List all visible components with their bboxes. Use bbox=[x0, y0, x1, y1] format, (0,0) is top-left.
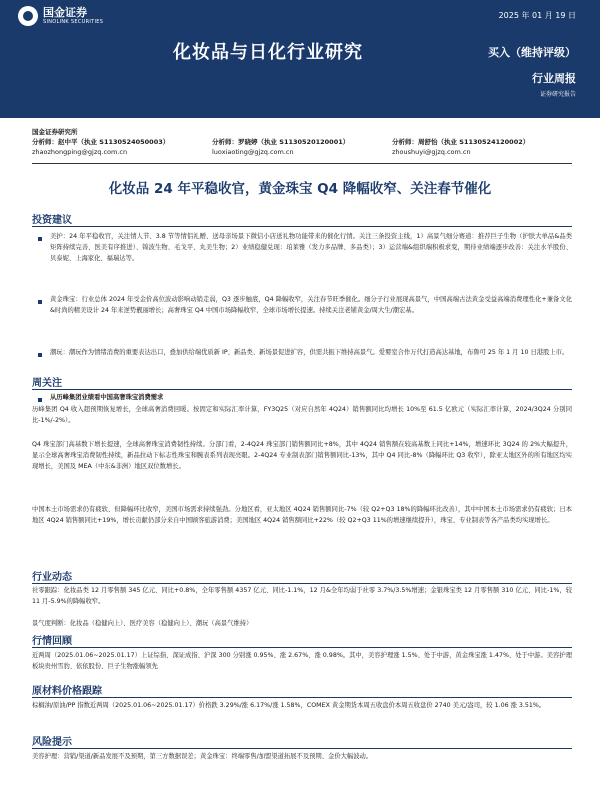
analyst-label: 分析师：罗晓婷（执业 S1130520120001） bbox=[212, 138, 350, 146]
week-paragraph: Q4 珠宝部门高基数下增长提速，全球高奢珠宝消费韧性持续。分部门看，2-4Q24 珠宝部门销售额同比+8%，其中 4Q24 销售额在较高基数上同比+14%，增速环比 3Q24 的 2%大幅提升，显示全球高奢珠宝消费韧性持续，新品拉动下标志性珠宝和腕表系列表现亮眼。2-4Q24 专业制表部门销售额同比-13%，其中 Q4 同比-8%（降幅环比 Q3 收窄），除亚太地区外的所有地区均实现增长，美国及 MEA（中东&非洲）地区双位数增长。 bbox=[32, 441, 572, 470]
section-title-dynamics: 行业动态 bbox=[32, 572, 72, 583]
analyst-block bbox=[392, 137, 529, 157]
section-divider bbox=[32, 226, 572, 227]
report-header bbox=[0, 0, 600, 118]
rating-badge: 买入（维持评级） bbox=[488, 46, 576, 59]
section-title-materials: 原材料价格跟踪 bbox=[32, 686, 102, 697]
bullet-icon bbox=[38, 398, 42, 402]
company-logo bbox=[18, 6, 103, 26]
analyst-email[interactable]: zhoushuyi@gjzq.com.cn bbox=[392, 148, 471, 156]
divider bbox=[32, 163, 572, 164]
section-title-market: 行情回顾 bbox=[32, 636, 72, 647]
section-divider bbox=[32, 647, 572, 648]
week-paragraph: 历峰集团 Q4 收入超预期恢复增长，全球高奢消费回暖。按固定和实际汇率计算，FY3Q25（对应自然年 4Q24）销售额同比均增长 10%至 61.5 亿欧元（实际汇率计算，2024/3Q24 分别同比-1%/-2%）。 bbox=[32, 406, 572, 424]
section-title-invest: 投资建议 bbox=[32, 215, 72, 226]
invest-jewelry-paragraph: 黄金珠宝：行业总体 2024 年受金价高位波动影响动销走弱，Q3 逐步触底，Q4 降幅收窄，关注春节旺季催化。细分子行业展现高景气，中国高端古法黄金受益高端消费理性化+兼备文化&时尚的精美设计 24 年来逆势靓丽增长；高奢珠宝 Q4 中国市场降幅收窄，全球市场增长提速。持续关注老铺黄金/周大生/潮宏基。 bbox=[50, 296, 572, 314]
research-institute: 国金证券研究所 bbox=[32, 128, 78, 136]
invest-toy-paragraph: 潮玩：潮玩作为情绪消费的重要表达出口，叠加供给端优质新 IP、新品类、新场景促进扩容，供需共振下维持高景气。爱婴室合作万代打造高达基地，布鲁可 25 年 1 月 10 日港股上市。 bbox=[50, 349, 569, 356]
logo-en-text: SINOLINK SECURITIES bbox=[43, 18, 104, 25]
risk-paragraph: 美容护理：营销/渠道/新品发展不及预期，第三方数据误差；黄金珠宝：终端零售/加盟渠道拓展不及预期、金价大幅波动。 bbox=[32, 753, 373, 760]
week-topic-heading: 从历峰集团业绩看中国高奢珠宝消费需求 bbox=[50, 394, 164, 401]
bullet-icon bbox=[38, 300, 42, 304]
section-title-week: 周关注 bbox=[32, 378, 62, 389]
analyst-block bbox=[32, 137, 169, 157]
main-title: 化妆品 24 年平稳收官，黄金珠宝 Q4 降幅收窄、关注春节催化 bbox=[108, 181, 492, 197]
section-divider bbox=[32, 389, 572, 390]
report-subtype: 证券研究报告 bbox=[539, 91, 576, 98]
materials-paragraph: 棕榈油/原油/PP 指数近两周（2025.01.06~2025.01.17）价格跌 3.29%/涨 6.17%/涨 1.58%，COMEX 黄金期货本周五收盘价本周五收盘价 2740 美元/盎司，较 1.06 涨 3.51%。 bbox=[32, 702, 546, 709]
dynamics-paragraph: 景气度判断：化妆品（稳健向上）、医疗美容（稳健向上）、潮玩（高景气维持） bbox=[32, 620, 253, 627]
invest-beauty-paragraph: 美护：24 年平稳收官，关注情人节、3.8 节等情侣礼赠、送母亲场景下微信小店送礼物功能带来的催化行情。关注三条投资主线，1）高景气细分赛道：推荐巨子生物（护肤大单品&品类矩阵持续完善、医美有序推进）、锦波生物、毛戈平、丸美生物；2）业绩稳健兑现：珀莱雅（发力多品牌、多品类）；3）运营端&组织端积极求变，期待业绩端逐步改善：关注水羊股份、贝泰妮、上海家化、福瑞达等。 bbox=[50, 233, 572, 262]
market-paragraph: 近两周（2025.01.06~2025.01.17）上证综指、深证成指、沪深 300 分别涨 0.95%、涨 2.67%、涨 0.98%。其中，美容护理涨 1.5%、处于中游，黄金珠宝涨 1.47%、处于中游。美容护理板块贵州雪豹、依依股份、巨子生物涨幅领先 bbox=[32, 652, 572, 670]
industry-title: 化妆品与日化行业研究 bbox=[173, 42, 363, 63]
bullet-icon bbox=[38, 353, 42, 357]
report-date: 2025 年 01 月 19 日 bbox=[498, 11, 576, 20]
section-title-risk: 风险提示 bbox=[32, 737, 72, 748]
section-divider bbox=[32, 697, 572, 698]
analyst-label: 分析师：周舒怡（执业 S1130524120002） bbox=[392, 138, 530, 146]
analyst-email[interactable]: luoxiaoting@gjzq.com.cn bbox=[212, 148, 294, 156]
section-divider bbox=[32, 583, 572, 584]
analyst-block bbox=[212, 137, 349, 157]
logo-cn-text: 国金证券 bbox=[43, 5, 87, 19]
bullet-icon bbox=[38, 237, 42, 241]
section-divider bbox=[32, 748, 572, 749]
week-paragraph: 中国本土市场需求仍有疲软、但降幅环比收窄，美国市场需求持续强劲。分地区看，亚太地区 4Q24 销售额同比-7%（较 Q2+Q3 18%的降幅环比改善），其中中国本土市场需求仍有疲软；日本地区 4Q24 销售额同比+19%，增长贡献仍部分来自中国顾客旅游消费；美国地区 4Q24 销售额同比+22%（较 Q2+Q3 11%的增速继续提升），珠宝、专业制表等各产品类均实现增长。 bbox=[32, 506, 572, 524]
logo-icon bbox=[18, 6, 38, 26]
analyst-label: 分析师：赵中平（执业 S1130524050003） bbox=[32, 138, 170, 146]
report-type: 行业周报 bbox=[532, 72, 576, 85]
dynamics-paragraph: 社零跟踪：化妆品类 12 月零售额 345 亿元、同比+0.8%，全年零售额 4357 亿元、同比-1.1%，12 月&全年均弱于社零 3.7%/3.5%增速；金银珠宝类 12 月零售额 310 亿元、同比-1%，较 11 月-5.9%的降幅收窄。 bbox=[32, 587, 572, 605]
analyst-email[interactable]: zhaozhongping@gjzq.com.cn bbox=[32, 148, 128, 156]
